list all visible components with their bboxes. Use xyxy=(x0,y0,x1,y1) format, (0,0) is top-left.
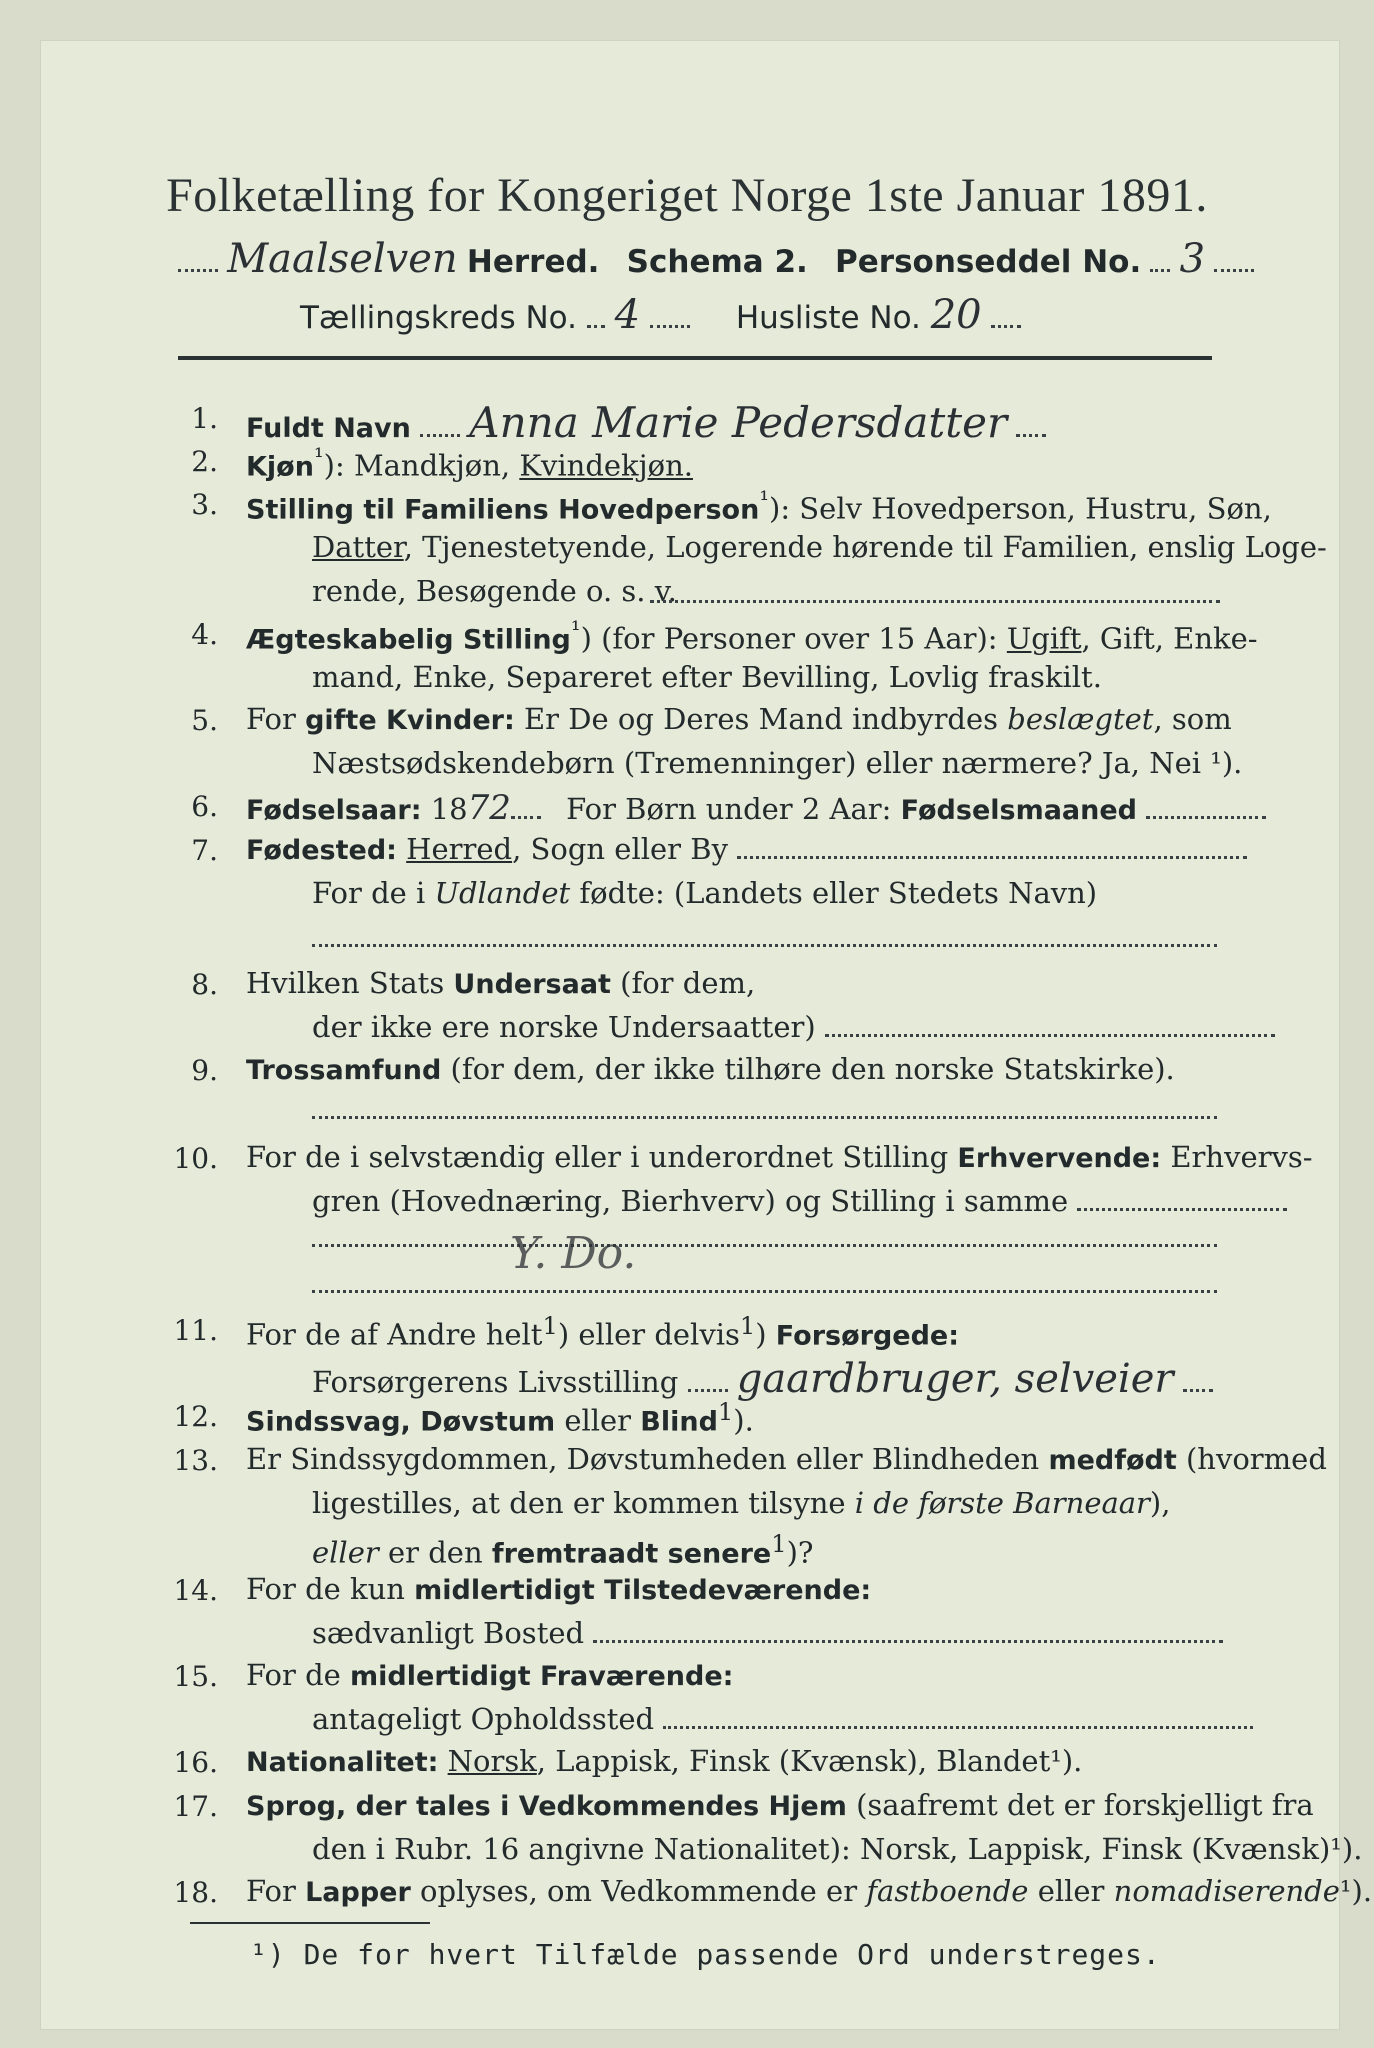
birth-year-value: 72 xyxy=(467,788,511,828)
footnote-text: ¹) De for hvert Tilfælde passende Ord understreges. xyxy=(250,1938,1161,1971)
q11-text: For de af Andre helt xyxy=(246,1317,543,1352)
q2-label: Kjøn xyxy=(246,451,314,483)
husliste-label: Husliste No. xyxy=(735,300,921,336)
q7-row xyxy=(246,832,1247,866)
q15-text: For de xyxy=(246,1658,341,1692)
q6-text: For Børn under 2 Aar: xyxy=(566,792,892,826)
q9-text: (for dem, der ikke tilhøre den norske Statskirke). xyxy=(450,1052,1175,1086)
q9-label: Trossamfund xyxy=(246,1055,442,1086)
q14-line2 xyxy=(312,1616,1223,1650)
q11-text: ) eller delvis xyxy=(557,1317,740,1352)
q8-line2 xyxy=(312,1010,1275,1044)
q18-text: eller xyxy=(1037,1874,1105,1908)
q13-line3 xyxy=(312,1530,813,1570)
item-number: 2. xyxy=(191,445,218,478)
q14-text: sædvanligt Bosted xyxy=(312,1616,585,1650)
q16-row xyxy=(246,1744,1082,1778)
q1-label: Fuldt Navn xyxy=(246,413,411,444)
q2-selected: Kvindekjøn. xyxy=(519,448,693,483)
footnote-rule xyxy=(190,1922,430,1924)
answer-line xyxy=(312,944,1217,947)
q10-text: Erhvervs- xyxy=(1170,1140,1313,1174)
q3-text: rende, Besøgende o. s. v. xyxy=(312,574,677,608)
q18-text: ¹). xyxy=(1339,1874,1373,1908)
q6-row xyxy=(246,788,1266,828)
q7-label: Fødested: xyxy=(246,835,397,866)
q18-text: oplyses, om Vedkommende er xyxy=(420,1874,858,1908)
header-line-2 xyxy=(300,292,1021,338)
q4-line2 xyxy=(312,660,1102,694)
occupation-value: Y. Do. xyxy=(510,1228,637,1279)
item-number: 10. xyxy=(173,1142,218,1175)
q7-selected: Herred xyxy=(406,832,513,866)
q2-row xyxy=(246,443,693,483)
q3-text: ): Selv Hovedperson, Hustru, Søn, xyxy=(769,491,1272,526)
q18-italic: nomadiserende xyxy=(1113,1874,1340,1908)
footnote-mark: ¹ xyxy=(759,486,769,514)
personseddel-value: 3 xyxy=(1179,236,1206,282)
q3-text: , Tjenestetyende, Logerende hørende til Familien, enslig Loge- xyxy=(403,530,1327,564)
q13-row xyxy=(246,1442,1327,1476)
q5-row xyxy=(246,702,1232,736)
item-number: 3. xyxy=(191,488,218,521)
q13-text: ligestilles, at den er kommen tilsyne xyxy=(312,1486,846,1520)
q5-text: For xyxy=(246,702,296,736)
q17-text: den i Rubr. 16 angivne Nationalitet): Norsk, Lappisk, Finsk (Kvænsk)¹). xyxy=(312,1832,1363,1866)
q17-row xyxy=(246,1788,1314,1822)
q16-selected: Norsk xyxy=(447,1744,537,1778)
kreds-value: 4 xyxy=(614,292,641,338)
footnote-mark: 1 xyxy=(771,1530,787,1558)
q5-text: Næstsødskendebørn (Tremenninger) eller nærmere? Ja, Nei ¹). xyxy=(312,746,1243,780)
q4-row xyxy=(246,616,1258,656)
footnote-mark: ¹ xyxy=(570,616,581,644)
q17-text: (saafremt det er forskjelligt fra xyxy=(856,1788,1314,1822)
q13-text: (hvormed xyxy=(1185,1442,1327,1476)
q4-selected: Ugift xyxy=(1006,621,1082,656)
q17-line2 xyxy=(312,1832,1362,1866)
q15-label: midlertidigt Fraværende: xyxy=(350,1661,734,1692)
header-line-1 xyxy=(178,236,1254,282)
answer-line xyxy=(312,1290,1217,1293)
q4-text: mand, Enke, Separeret efter Bevilling, Lovlig fraskilt. xyxy=(312,660,1102,694)
item-number: 11. xyxy=(173,1314,218,1347)
q12-text: ). xyxy=(733,1403,754,1438)
q7-line2 xyxy=(312,876,1097,910)
item-number: 18. xyxy=(173,1876,218,1909)
q18-row xyxy=(246,1874,1372,1908)
q12-label: Sindssvag, Døvstum xyxy=(246,1406,556,1438)
q2-text: ): Mandkjøn, xyxy=(323,448,511,483)
q13-text: )? xyxy=(786,1535,814,1570)
q14-label: midlertidigt Tilstedeværende: xyxy=(414,1575,872,1606)
q10-line2 xyxy=(312,1184,1287,1218)
q8-text: Hvilken Stats xyxy=(246,966,445,1000)
q3-line2 xyxy=(312,530,1327,564)
q1-row xyxy=(246,398,1046,447)
q11-line2 xyxy=(312,1356,1213,1402)
q16-label: Nationalitet: xyxy=(246,1747,439,1778)
q13-italic: i de første Barneaar xyxy=(854,1486,1150,1520)
q3-selected: Datter xyxy=(312,530,404,564)
q8-text: (for dem, xyxy=(620,966,756,1000)
footnote-mark: 1 xyxy=(542,1312,558,1340)
q18-italic: fastboende xyxy=(866,1874,1029,1908)
q6-label: Fødselsaar: xyxy=(246,795,422,826)
q9-row xyxy=(246,1052,1175,1086)
item-number: 9. xyxy=(191,1054,218,1087)
q4-text: , Gift, Enke- xyxy=(1081,621,1258,656)
q10-label: Erhvervende: xyxy=(957,1143,1162,1174)
q11-text: Forsørgerens Livsstilling xyxy=(312,1365,679,1399)
q14-text: For de kun xyxy=(246,1572,405,1606)
q7-italic: Udlandet xyxy=(434,876,571,910)
footnote-mark: 1 xyxy=(739,1312,756,1340)
schema-label: Schema 2. xyxy=(626,244,808,280)
q11-row: For de af Andre helt$^1$) eller delvis$^1$) Forsørgede: xyxy=(246,1312,960,1352)
item-number: 6. xyxy=(191,790,218,823)
q15-line2 xyxy=(312,1702,1253,1736)
q7-text: , Sogn eller By xyxy=(512,832,728,866)
q13-text: Er Sindssygdommen, Døvstumheden eller Blindheden xyxy=(246,1442,1040,1476)
q12-row xyxy=(246,1398,754,1438)
item-number: 8. xyxy=(191,968,218,1001)
herred-label: Herred. xyxy=(466,244,600,280)
q18-label: Lapper xyxy=(305,1877,411,1908)
q12-text: eller xyxy=(564,1403,632,1438)
item-number: 13. xyxy=(173,1444,218,1477)
q3-label: Stilling til Familiens Hovedperson xyxy=(246,494,760,526)
q13-text: ), xyxy=(1149,1486,1171,1520)
item-number: 17. xyxy=(173,1790,218,1823)
answer-line xyxy=(650,600,1220,603)
q15-row xyxy=(246,1658,733,1692)
q4-text: ) (for Personer over 15 Aar): xyxy=(580,621,998,656)
q8-label: Undersaat xyxy=(453,969,611,1000)
q17-label: Sprog, der tales i Vedkommendes Hjem xyxy=(246,1791,847,1822)
footnote-mark: 1 xyxy=(717,1398,734,1426)
q7-text: fødte: (Landets eller Stedets Navn) xyxy=(579,876,1098,910)
personseddel-label: Personseddel No. xyxy=(835,244,1142,280)
q13-line2 xyxy=(312,1486,1170,1520)
q13-label2: fremtraadt senere xyxy=(491,1538,772,1570)
q13-text: er den xyxy=(387,1535,483,1570)
q8-row xyxy=(246,966,755,1000)
q12-label2: Blind xyxy=(640,1406,718,1438)
q16-text: , Lappisk, Finsk (Kvænsk), Blandet¹). xyxy=(536,1744,1083,1778)
item-number: 12. xyxy=(173,1400,218,1433)
q6-label2: Fødselsmaaned xyxy=(900,795,1138,826)
q10-row xyxy=(246,1140,1313,1174)
item-number: 4. xyxy=(191,618,218,651)
q7-text: For de i xyxy=(312,876,426,910)
q14-row xyxy=(246,1572,871,1606)
q15-text: antageligt Opholdssted xyxy=(312,1702,655,1736)
husliste-value: 20 xyxy=(930,292,982,338)
q11-label: Forsørgede: xyxy=(775,1320,960,1352)
item-number: 14. xyxy=(173,1574,218,1607)
item-number: 16. xyxy=(173,1746,218,1779)
q10-text: gren (Hovednæring, Bierhverv) og Stilling i samme xyxy=(312,1184,1069,1218)
kreds-label: Tællingskreds No. xyxy=(300,300,577,336)
q8-text: der ikke ere norske Undersaatter) xyxy=(312,1010,816,1044)
header-rule xyxy=(178,356,1212,360)
q18-text: For xyxy=(246,1874,296,1908)
q5-label: gifte Kvinder: xyxy=(305,705,515,736)
q13-italic: eller xyxy=(312,1535,379,1570)
answer-line xyxy=(312,1116,1217,1119)
item-number: 5. xyxy=(191,704,218,737)
q3-row xyxy=(246,486,1272,526)
footnote-mark: ¹ xyxy=(313,443,324,471)
item-number: 15. xyxy=(173,1660,218,1693)
herred-value: Maalselven xyxy=(227,236,458,282)
q5-text: , som xyxy=(1153,702,1232,736)
form-title: Folketælling for Kongeriget Norge 1ste Januar 1891. xyxy=(166,169,1208,222)
answer-line xyxy=(312,1244,1217,1247)
item-number: 7. xyxy=(191,834,218,867)
provider-occupation-value: gaardbruger, selveier xyxy=(736,1356,1174,1402)
q5-italic: beslægtet xyxy=(1007,702,1154,736)
full-name-value: Anna Marie Pedersdatter xyxy=(469,398,1008,447)
q5-text: Er De og Deres Mand indbyrdes xyxy=(524,702,999,736)
q3-line3 xyxy=(312,574,677,608)
q4-label: Ægteskabelig Stilling xyxy=(246,624,571,656)
birth-year-prefix: 18 xyxy=(430,792,468,826)
q5-line2 xyxy=(312,746,1242,780)
q13-label: medfødt xyxy=(1048,1445,1177,1476)
q10-text: For de i selvstændig eller i underordnet Stilling xyxy=(246,1140,949,1174)
item-number: 1. xyxy=(191,402,218,435)
